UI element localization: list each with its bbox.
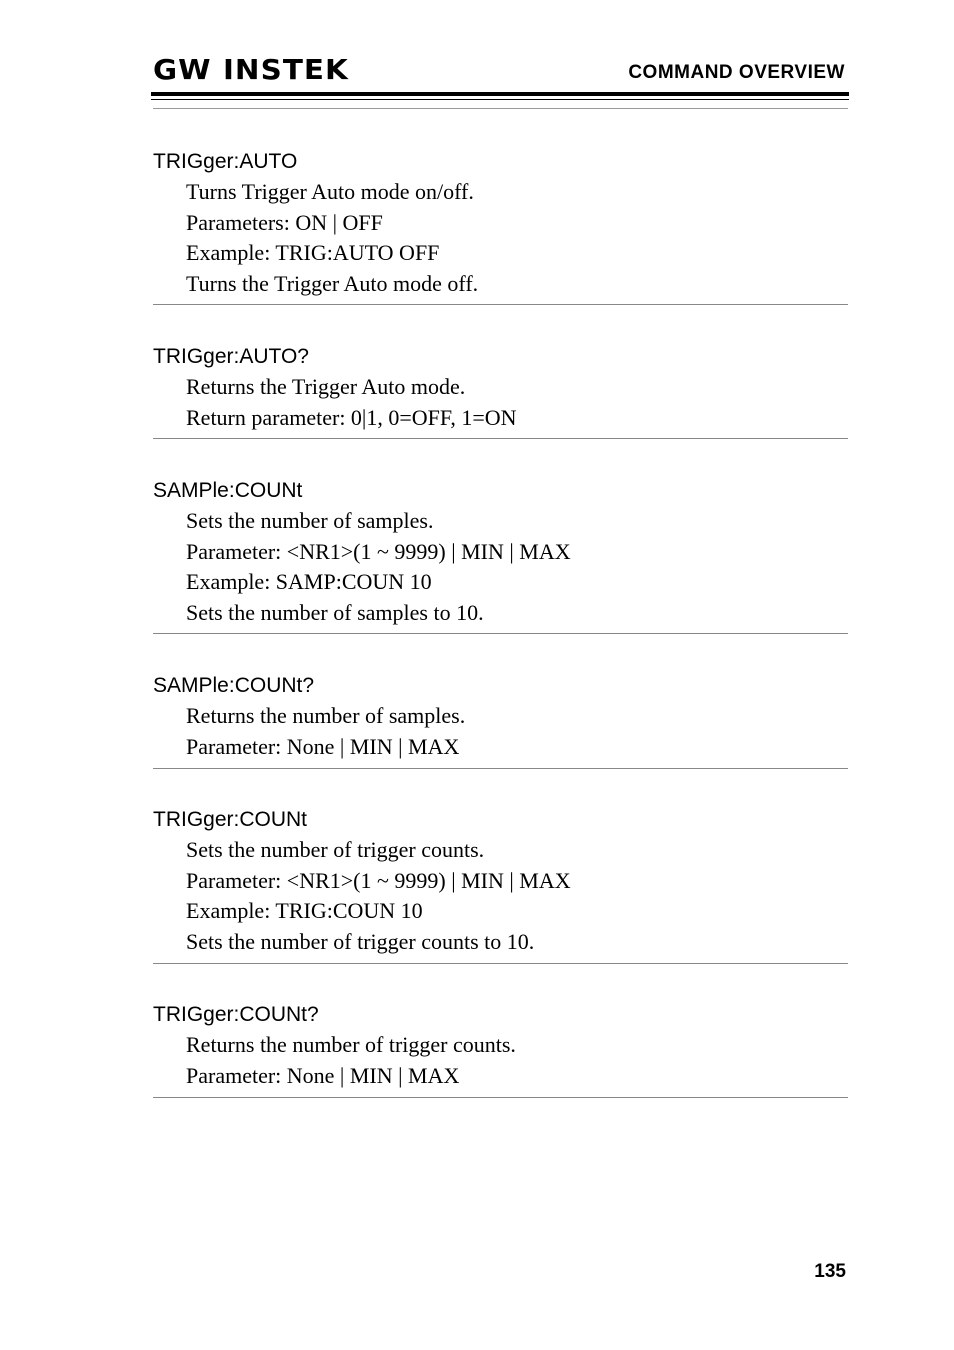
command-section-sample-count [153,479,848,628]
command-line: Parameter: None | MIN | MAX [186,733,460,759]
command-line: Sets the number of trigger counts to 10. [186,928,535,954]
section-divider [153,963,848,964]
header-rule-thick [151,92,849,96]
command-name: TRIGger:COUNt? [153,1003,319,1026]
command-section-trigger-auto [153,150,848,299]
command-line: Turns the Trigger Auto mode off. [186,270,479,296]
command-line: Returns the Trigger Auto mode. [186,374,466,399]
command-line: Turns Trigger Auto mode on/off. [186,179,474,204]
command-name: SAMPle:COUNt? [153,674,315,697]
command-line: Sets the number of samples. [186,508,434,533]
command-line: Return parameter: 0|1, 0=OFF, 1=ON [186,404,517,430]
command-name: TRIGger:AUTO [153,150,298,173]
command-line: Returns the number of trigger counts. [186,1032,516,1057]
section-divider [153,1097,848,1098]
logo: GW INSTEK [153,53,349,86]
top-divider [153,108,848,109]
header-section-title: COMMAND OVERVIEW [628,62,845,83]
command-line: Parameter: <NR1>(1 ~ 9999) | MIN | MAX [186,867,571,893]
section-divider [153,768,848,769]
command-name: SAMPle:COUNt [153,479,303,502]
command-line: Sets the number of trigger counts. [186,837,485,862]
command-section-trigger-count-query [153,1003,848,1091]
command-section-trigger-count [153,808,848,957]
command-name: TRIGger:COUNt [153,808,308,831]
page-number: 135 [814,1261,846,1282]
command-line: Example: TRIG:AUTO OFF [186,240,440,265]
section-divider [153,438,848,439]
command-line: Example: SAMP:COUN 10 [186,569,432,594]
command-section-trigger-auto-query [153,345,848,433]
command-line: Returns the number of samples. [186,703,466,728]
command-line: Parameters: ON | OFF [186,209,383,235]
command-line: Parameter: None | MIN | MAX [186,1062,460,1088]
command-line: Parameter: <NR1>(1 ~ 9999) | MIN | MAX [186,538,571,564]
command-line: Sets the number of samples to 10. [186,599,484,625]
command-section-sample-count-query [153,674,848,762]
section-divider [153,633,848,634]
header-rule-thin [151,99,849,100]
section-divider [153,304,848,305]
command-line: Example: TRIG:COUN 10 [186,898,423,923]
command-name: TRIGger:AUTO? [153,345,309,368]
